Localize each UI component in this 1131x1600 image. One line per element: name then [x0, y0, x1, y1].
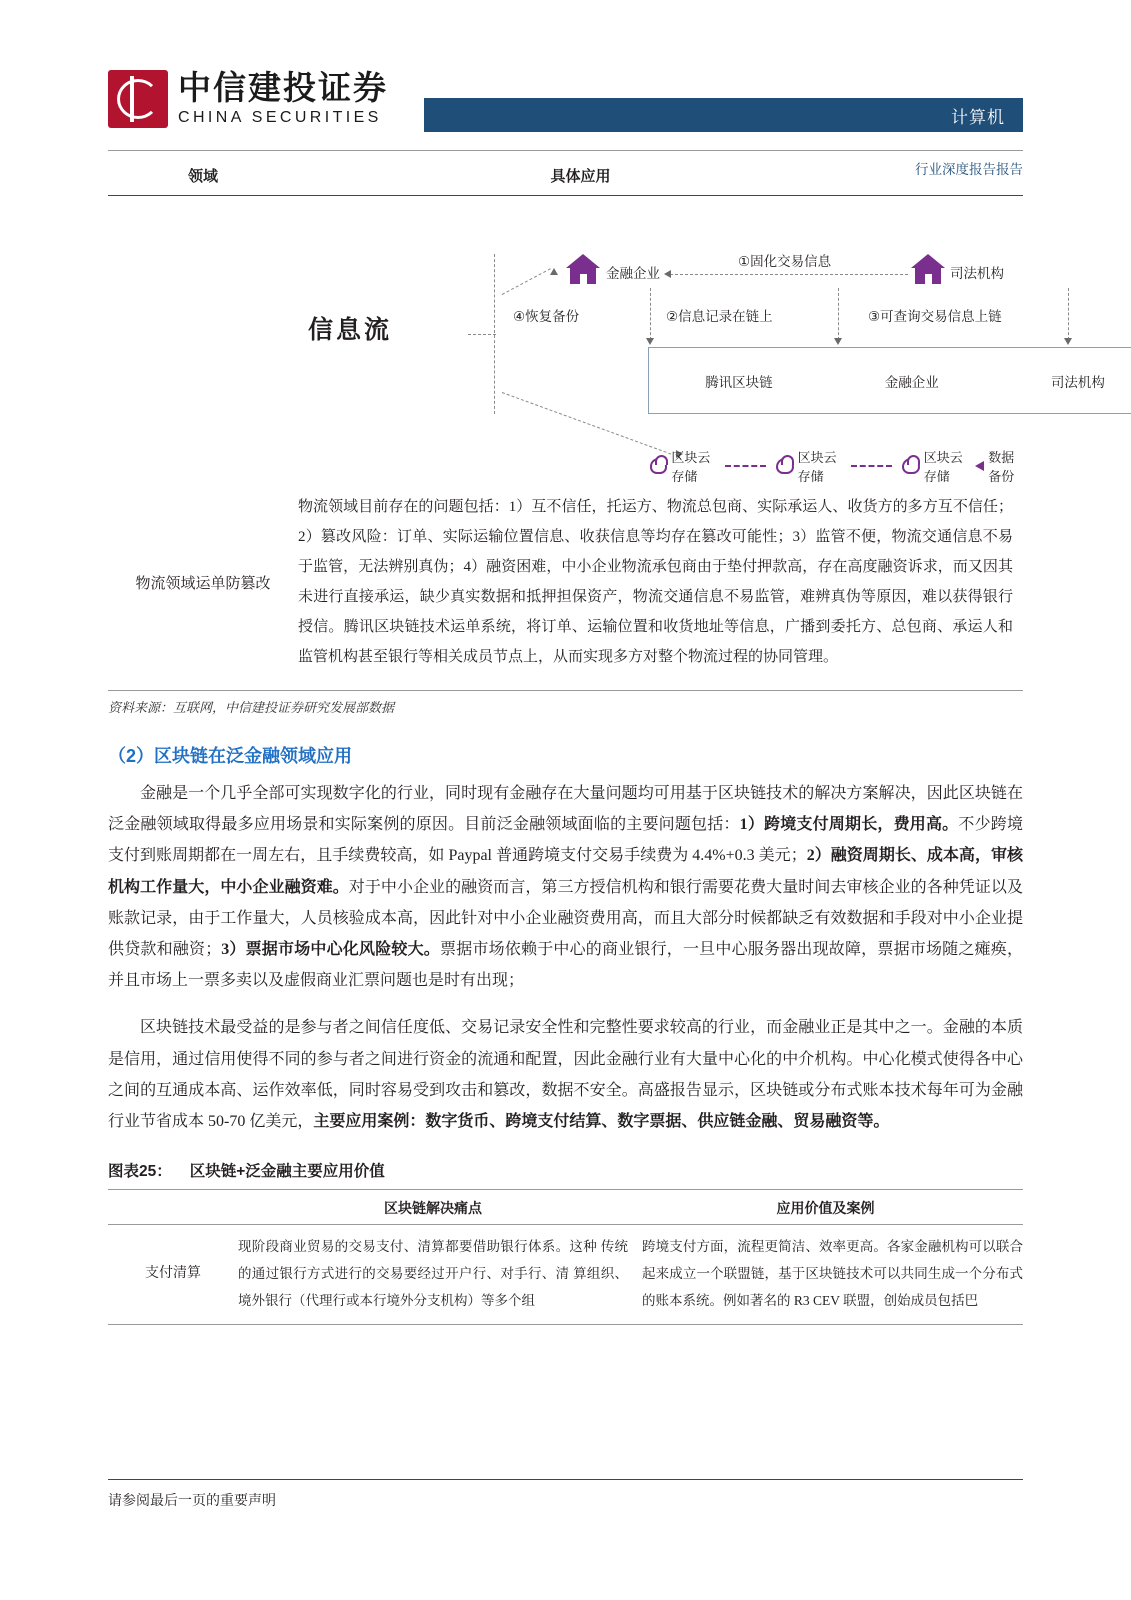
figure-24-row-label: 物流领域运单防篡改	[135, 575, 271, 592]
paragraph-1	[108, 778, 1023, 996]
logo-text	[178, 68, 388, 127]
box-item-1: 金融企业	[884, 374, 939, 390]
cloud-storage-icon	[902, 458, 919, 474]
diagram-cloud-row	[650, 447, 1023, 485]
backup-arrow-icon	[975, 461, 984, 471]
figure-24-row-text: 物流领域目前存在的问题包括：1）互不信任，托运方、物流总包商、实际承运人、收货方的多方互不信任；2）篡改风险：订单、实际运输位置信息、收获信息等均存在篡改可能性；3）监管不便，物流交通信息不易于监管，无法辨别真伪；4）融资困难，中小企业物流承包商由于垫付押款高，存在高度融资诉求，而又因其未进行直接承运，缺少真实数据和抵押担保资产，物流交通信息不易监管，难辨真伪等原因，难以获得银行授信。腾讯区块链技术运单系统，将订单、运输位置和收货地址等信息，广播到委托方、总包商、承运人和监管机构甚至银行等相关成员节点上，从而实现多方对整个物流过程的协同管理。	[298, 499, 1013, 665]
brand-logo	[108, 70, 388, 128]
paragraph-1-bold-1: 1）跨境支付周期长，费用高。	[739, 816, 959, 834]
figure-24-table	[108, 150, 1105, 691]
section-title: （2）区块链在泛金融领域应用	[108, 746, 353, 766]
cloud-link-0	[725, 465, 766, 467]
logo-english-name: CHINA SECURITIES	[178, 109, 382, 127]
figure-24-content-row	[108, 492, 1023, 690]
figure-24-col1-header: 领域	[187, 169, 218, 185]
footer-note: 请参阅最后一页的重要声明	[108, 1494, 276, 1509]
figure-24-col2-header: 具体应用	[550, 169, 611, 185]
diagram-label-judicial: 司法机构	[950, 266, 1004, 281]
diagram-label-finance: 金融企业	[606, 266, 660, 281]
figure-25-row-pain: 现阶段商业贸易的交易支付、清算都要借助银行体系。这种 传统的通过银行方式进行的交易要经过开户行、对手行、清 算组织、境外银行（代理行或本行境外分支机构）等多个组	[238, 1239, 628, 1309]
figure-24-source: 资料来源：互联网，中信建投证券研究发展部数据	[108, 700, 395, 715]
figure-24-header-row	[108, 151, 1023, 192]
cloud-storage-icon	[650, 458, 667, 474]
information-flow-diagram	[298, 192, 1105, 492]
paragraph-2	[108, 1012, 1023, 1137]
cloud-label-0: 区块云存储	[671, 450, 711, 484]
paragraph-1-part-d: 对于中小企业的融资而言，第三方授信机构和银行需要花费大量时间去审核企业的各种凭证以及账款记录，由于工作量大，人员核验成本高，因此针对中小企业融资费用高，而且大部分时候都缺乏有效数据和手段对中小企业提供贷款和融资；	[108, 878, 1023, 958]
table-row	[108, 1225, 1023, 1324]
paragraph-2-part-a: 区块链技术最受益的是参与者之间信任度低、交易记录安全性和完整性要求较高的行业，而金融业正是其中之一。金融的本质是信用，通过信用使得不同的参与者之间进行资金的流通和配置，因此金融行业有大量中心化的中介机构。中心化模式使得各中心之间的互通成本高、运作效率低，同时容易受到攻击和篡改，数据不安全。高盛报告显示，区块链或分布式账本技术每年可为金融行业节省成本 50-70 亿美元，	[108, 1019, 1023, 1130]
header-category-label: 计算机	[951, 108, 1005, 127]
finance-enterprise-icon	[566, 254, 600, 284]
figure-25-number: 图表25：	[108, 1163, 172, 1181]
backup-label: 数据备份	[988, 450, 1015, 484]
paragraph-2-bold: 主要应用案例：数字货币、跨境支付结算、数字票据、供应链金融、贸易融资等。	[313, 1112, 890, 1130]
figure-25-col0-header	[108, 1198, 238, 1218]
diagram-step-3: ③可查询交易信息上链	[868, 309, 1002, 324]
diagram-step-4: ④恢复备份	[513, 309, 580, 324]
header-report-type: 行业深度报告报告	[915, 162, 1023, 177]
logo-icon	[108, 70, 168, 128]
figure-25-row-value: 跨境支付方面，流程更简洁、效率更高。各家金融机构可以联合起来成立一个联盟链，基于区块链技术可以共同生成一个分布式的账本系统。例如著名的 R3 CEV 联盟，创始成员包括巴	[642, 1239, 1023, 1309]
cloud-label-1: 区块云存储	[797, 450, 837, 484]
logo-chinese-name: 中信建投证券	[178, 68, 388, 106]
cloud-label-2: 区块云存储	[923, 450, 963, 484]
paragraph-1-part-c: 不少跨境支付到账周期都在一周左右，且手续费较高，如 Paypal 普通跨境支付交易手续费为 4.4%+0.3 美元；	[108, 816, 1023, 865]
paragraph-1-bold-3: 3）票据市场中心化风险较大。	[221, 940, 440, 958]
diagram-participant-box	[648, 347, 1131, 414]
figure-25-table	[108, 1189, 1023, 1325]
diagram-step-2: ②信息记录在链上	[666, 309, 773, 324]
paragraph-1-part-a: 金融是一个几乎全部可实现数字化的行业，同时现有金融存在大量问题均可用基于区块链技术的解决方案解决，因此区块链在泛金融领域取得最多应用场景和实际案例的原因。目前泛金融领域面临的主要问题包括：	[108, 785, 1023, 834]
figure-25-caption: 区块链+泛金融主要应用价值	[189, 1163, 385, 1181]
page-footer	[108, 1479, 1023, 1510]
box-item-0: 腾讯区块链	[705, 374, 773, 390]
diagram-step-1: ①固化交易信息	[738, 254, 832, 269]
cloud-storage-icon	[776, 458, 793, 474]
figure-25-col1-header: 区块链解决痛点	[384, 1202, 482, 1218]
box-item-2: 司法机构	[1050, 374, 1105, 390]
judicial-organ-icon	[911, 254, 945, 284]
paragraph-1-part-e: 票据市场依赖于中心的商业银行，一旦中心服务器出现故障，票据市场随之瘫痪，并且市场上一票多卖以及虚假商业汇票问题也是时有出现；	[108, 940, 1023, 990]
paragraph-1-bold-2: 2）融资周期长、成本高，审核机构工作量大，中小企业融资难。	[108, 847, 1023, 896]
figure-25-row-label: 支付清算	[145, 1265, 201, 1281]
figure-25-header-row	[108, 1190, 1023, 1225]
cloud-link-1	[851, 465, 892, 467]
header-band	[424, 98, 1023, 132]
figure-25-col2-header: 应用价值及案例	[776, 1202, 875, 1218]
diagram-left-title: 信息流	[308, 316, 393, 344]
figure-25-title	[108, 1159, 1023, 1181]
